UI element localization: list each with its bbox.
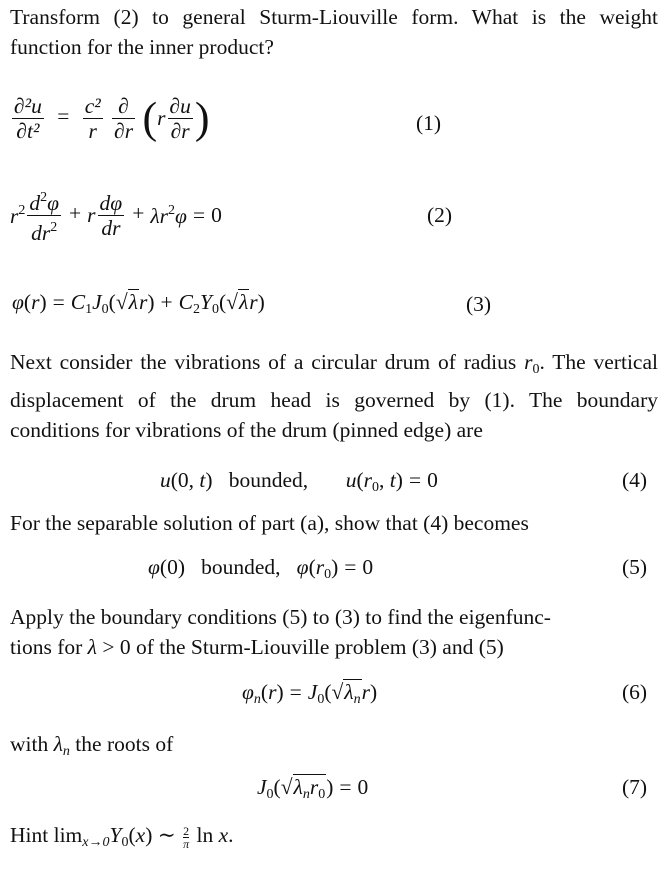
drum-paragraph: Next consider the vibrations of a circular drum of radius $r_0$. The vertical displacement of the drum head is governed by (1). The boundary conditions for vibrations of the drum (pinned edge) are	[10, 350, 658, 442]
equation-1-label: (1)	[416, 111, 442, 135]
eq1-lhs-fraction: $\frac{\text{∂²u}}{\text{∂t²}}$	[14, 94, 42, 143]
equation-6-label: (6)	[622, 680, 648, 704]
equation-1: $\frac{\text{∂²u}}{\text{∂t²}}$ = $\frac{\text{c²}}{r}$ $\frac{\partial}{\partial r}$ (r $\frac{\partial u}{\partial r}$ )	[14, 93, 210, 143]
equation-7: $J_0(√\lambda nr_0) = 0$	[257, 775, 369, 802]
apply-paragraph: Apply the boundary conditions (5) to (3) to find the eigenfunc- tions for λ > 0 of the Sturm-Liouville problem (3) and (5)	[10, 605, 551, 659]
eq1-coef-fraction: $\frac{\text{c²}}{r}$	[84, 94, 101, 143]
equation-2-label: (2)	[427, 203, 453, 227]
equation-5: φ(0) bounded, $\varphi(r_0) = 0$	[148, 555, 374, 582]
equation-7-label: (7)	[622, 775, 648, 799]
equation-3-label: (3)	[466, 292, 492, 316]
equation-2: $r^2$ $\frac{d^2\varphi}{dr^2}$ + r $\frac{d\varphi}{dr}$ + $\lambda r^2\varphi = 0$	[10, 186, 222, 245]
eq1-inner-fraction: $\frac{\partial u}{\partial r}$	[169, 94, 191, 143]
equation-3: $\varphi(r) = C_1J_0(√\lambda r) + C_2Y_0(√\lambda r)$	[12, 290, 265, 317]
with-paragraph: with λn the roots of	[10, 732, 174, 759]
eq1-operator-fraction: $\frac{\partial}{\partial r}$	[114, 94, 134, 143]
equation-5-label: (5)	[622, 555, 648, 579]
equation-4: u(0, t) bounded, $u(r_0$, t) = 0	[160, 468, 438, 495]
separable-paragraph: For the separable solution of part (a), show that (4) becomes	[10, 511, 529, 535]
hint-paragraph: Hint $\lim x\to 0Y_0(x)$ ∼ $\frac{2}{\pi}$ ln x.	[10, 823, 234, 851]
intro-question: Transform (2) to general Sturm-Liouville form. What is the weight function for the inner product?	[10, 5, 658, 59]
equation-4-label: (4)	[622, 468, 648, 492]
equation-6: $\varphi n(r) = J_0(√\lambda nr)$	[242, 680, 378, 707]
